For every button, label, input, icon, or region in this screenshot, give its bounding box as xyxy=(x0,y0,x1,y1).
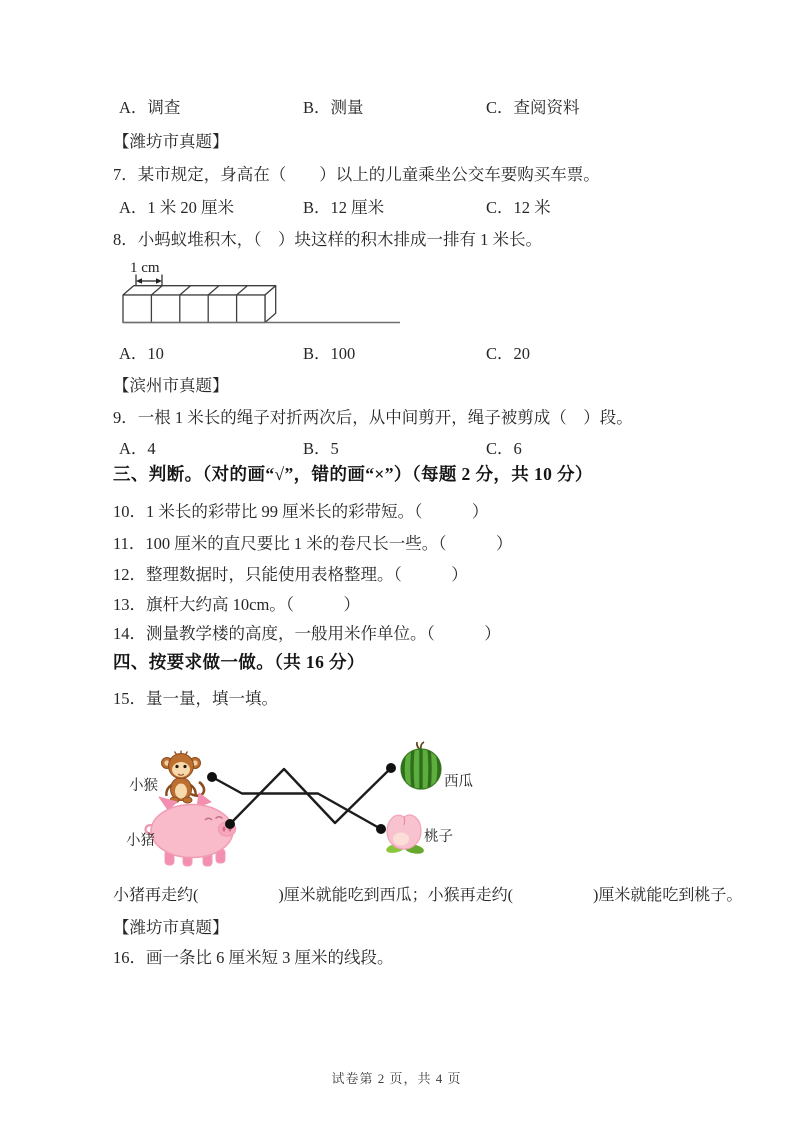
measurement-diagram xyxy=(110,735,500,872)
pig-path-line xyxy=(230,768,391,824)
q8-option-a: A．10 xyxy=(119,344,164,363)
q13-text: 13．旗杆大约高 10cm。（ ） xyxy=(113,595,361,614)
pig-dot xyxy=(225,819,235,829)
q8-option-c: C．20 xyxy=(486,344,531,363)
cube-diagram xyxy=(115,256,405,328)
page-footer: 试卷第 2 页，共 4 页 xyxy=(331,1071,462,1086)
q7-option-a: A．1 米 20 厘米 xyxy=(119,198,235,217)
q7-text: 7．某市规定，身高在（ ）以上的儿童乘坐公交车要购买车票。 xyxy=(113,165,600,184)
q14-text: 14．测量教学楼的高度，一般用米作单位。（ ） xyxy=(113,624,501,643)
label-monkey: 小猴 xyxy=(129,778,158,794)
q6-option-b: B．测量 xyxy=(303,98,364,117)
monkey-illustration xyxy=(162,751,205,804)
section-4-heading: 四、按要求做一做。（共 16 分） xyxy=(113,652,365,672)
source-tag-weifang-1: 【潍坊市真题】 xyxy=(113,132,229,151)
label-pig: 小猪 xyxy=(126,833,155,849)
q12-text: 12．整理数据时，只能使用表格整理。（ ） xyxy=(113,565,468,584)
q9-option-a: A．4 xyxy=(119,439,156,458)
q9-option-b: B．5 xyxy=(303,439,339,458)
q6-options-row xyxy=(0,97,793,119)
label-peach: 桃子 xyxy=(424,829,453,845)
source-tag-binzhou: 【滨州市真题】 xyxy=(113,376,229,395)
q9-text: 9．一根 1 米长的绳子对折两次后，从中间剪开，绳子被剪成（ ）段。 xyxy=(113,408,633,427)
q6-option-c: C．查阅资料 xyxy=(486,98,580,117)
q9-option-c: C．6 xyxy=(486,439,522,458)
peach-illustration xyxy=(385,815,424,855)
watermelon-dot xyxy=(386,763,396,773)
q7-option-c: C．12 米 xyxy=(486,198,551,217)
source-tag-weifang-2: 【潍坊市真题】 xyxy=(113,918,229,937)
q6-option-a: A．调查 xyxy=(119,98,181,117)
label-watermelon: 西瓜 xyxy=(444,774,473,790)
section-3-heading: 三、判断。（对的画“√”，错的画“×”）（每题 2 分，共 10 分） xyxy=(113,464,593,484)
q9-options-row xyxy=(0,438,793,460)
peach-dot xyxy=(376,824,386,834)
q10-text: 10．1 米长的彩带比 99 厘米长的彩带短。（ ） xyxy=(113,502,489,521)
monkey-dot xyxy=(207,772,217,782)
q15-fill-line: 小猪再走约( )厘米就能吃到西瓜；小猴再走约( )厘米就能吃到桃子。 xyxy=(113,887,743,904)
q8-text: 8．小蚂蚁堆积木，（ ）块这样的积木排成一排有 1 米长。 xyxy=(113,230,542,249)
pig-illustration xyxy=(146,793,236,866)
q8-options-row xyxy=(0,343,793,365)
q8-option-b: B．100 xyxy=(303,344,356,363)
q16-text: 16．画一条比 6 厘米短 3 厘米的线段。 xyxy=(113,948,394,967)
q15-text: 15．量一量，填一填。 xyxy=(113,689,278,708)
watermelon-illustration xyxy=(401,742,441,790)
q7-option-b: B．12 厘米 xyxy=(303,198,385,217)
cube-row xyxy=(123,286,276,323)
q11-text: 11．100 厘米的直尺要比 1 米的卷尺长一些。（ ） xyxy=(113,534,513,553)
q7-options-row xyxy=(0,197,793,219)
cube-length-label: 1 cm xyxy=(130,260,160,276)
